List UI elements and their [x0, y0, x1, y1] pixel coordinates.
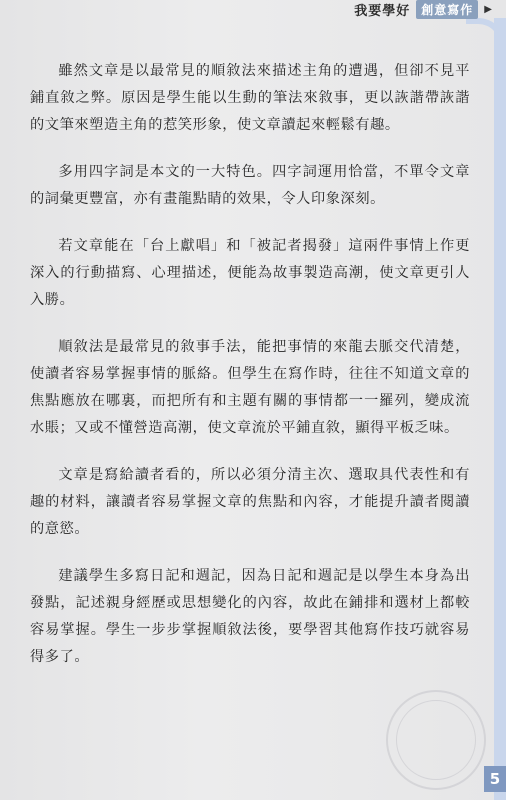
paragraph: 多用四字詞是本文的一大特色。四字詞運用恰當，不單令文章的詞彙更豐富，亦有畫龍點睛的效果，令人印象深刻。 — [30, 164, 470, 207]
paragraph: 文章是寫給讀者看的，所以必須分清主次、選取具代表性和有趣的材料，讓讀者容易掌握文章的焦點和內容，才能提升讀者閱讀的意慾。 — [30, 467, 470, 537]
paragraph: 雖然文章是以最常見的順敘法來描述主角的遭遇，但卻不見平鋪直敘之弊。原因是學生能以生動的筆法來敘事，更以詼諧帶詼諧的文筆來塑造主角的惹笑形象，使文章讀起來輕鬆有趣。 — [30, 63, 470, 133]
header-title: 我要學好 — [354, 3, 411, 19]
paragraph: 若文章能在「台上獻唱」和「被記者揭發」這兩件事情上作更深入的行動描寫、心理描述，便能為故事製造高潮，使文章更引人入勝。 — [30, 238, 470, 308]
header-badge: 創意寫作 — [416, 0, 478, 19]
running-header — [354, 0, 492, 18]
paragraph: 建議學生多寫日記和週記，因為日記和週記是以學生本身為出發點，記述親身經歷或思想變化的內容，故此在鋪排和選材上都較容易掌握。學生一步步掌握順敘法後，要學習其他寫作技巧就容易得多了。 — [30, 568, 470, 665]
watermark-stamp — [386, 690, 486, 790]
paragraph: 順敘法是最常見的敘事手法，能把事情的來龍去脈交代清楚，使讀者容易掌握事情的脈絡。但學生在寫作時，往往不知道文章的焦點應放在哪裏，而把所有和主題有關的事情都一一羅列，變成流水賬；又或不懂營造高潮，使文章流於平鋪直敘，顯得平板乏味。 — [30, 339, 470, 436]
watermark-stamp-ring — [396, 700, 476, 780]
page-number: 5 — [484, 766, 506, 792]
header-arrow-icon: ▶ — [484, 3, 492, 15]
side-frame-decoration — [494, 18, 506, 800]
body-text — [30, 58, 470, 691]
